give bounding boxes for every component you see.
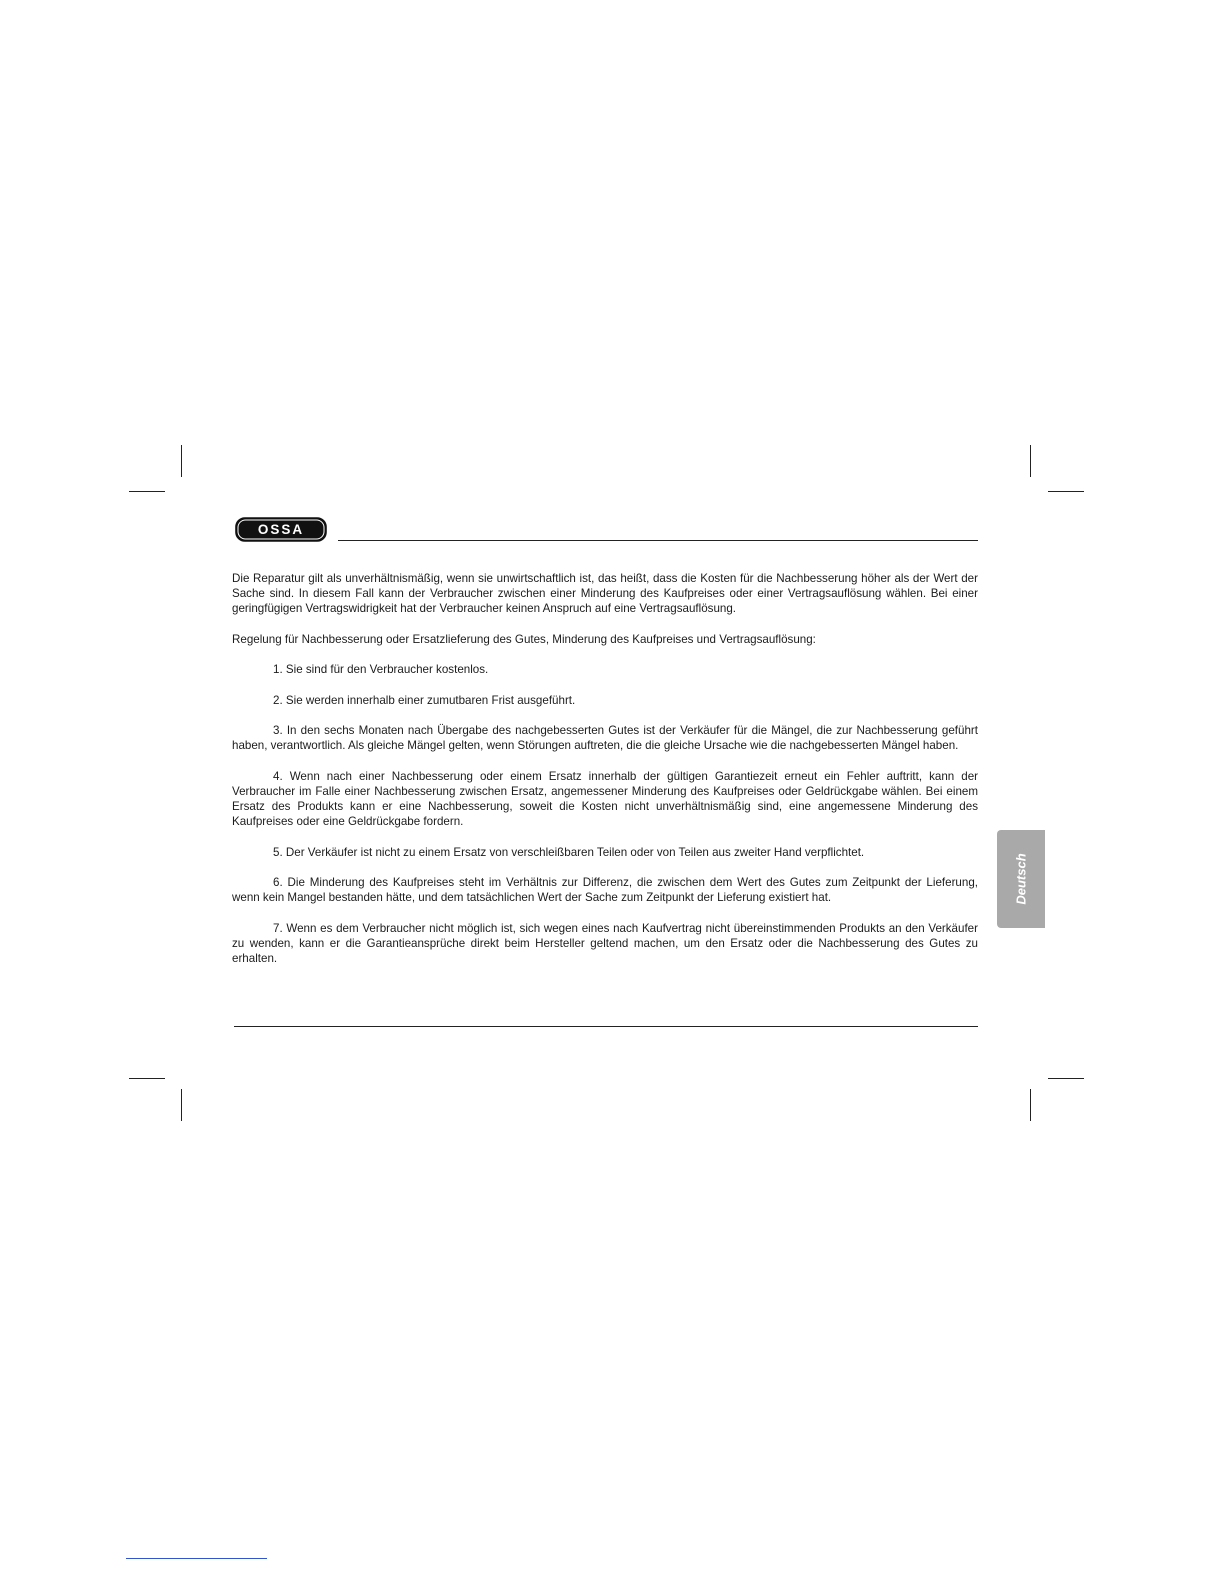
list-item-2: 2. Sie werden innerhalb einer zumutbaren Frist ausgeführt. [273, 693, 576, 707]
language-tab [997, 830, 1045, 928]
list-item-1: 1. Sie sind für den Verbraucher kostenlos. [273, 663, 489, 677]
crop-mark-top-left-vertical [181, 445, 182, 477]
list-item-4: 4. Wenn nach einer Nachbesserung oder einem Ersatz innerhalb der gültigen Garantiezeit erneut ein Fehler auftritt, kann der Verbraucher im Falle einer Nachbesserung zwischen Ersatz, angemessener Minderung des Kaufpreises oder Geldrückgabe wählen. Bei einem Ersatz des Produkts kann er eine Nachbesserung, soweit die Kosten nicht unverhältnismäßig sind, eine angemessene Minderung des Kaufpreises oder eine Geldrückgabe fordern. [232, 769, 978, 829]
crop-mark-top-right-vertical [1030, 445, 1031, 477]
crop-mark-bottom-left-horizontal [129, 1078, 165, 1079]
header-rule [338, 540, 978, 541]
crop-mark-top-right-horizontal [1048, 491, 1084, 492]
language-tab-label: Deutsch [1013, 853, 1029, 905]
logo-text: OSSA [257, 522, 305, 538]
list-item-3: 3. In den sechs Monaten nach Übergabe des nachgebesserten Gutes ist der Verkäufer für die Mängel, die zur Nachbesserung geführt haben, verantwortlich. Als gleiche Mängel gelten, wenn Störungen auftreten, die die gleiche Ursache wie die nachgebesserten Mängel haben. [232, 723, 978, 753]
document-body [232, 571, 978, 981]
ossa-logo [235, 517, 327, 542]
crop-mark-top-left-horizontal [129, 491, 165, 492]
paragraph-regulation-heading: Regelung für Nachbesserung oder Ersatzlieferung des Gutes, Minderung des Kaufpreises und Vertragsauflösung: [232, 632, 816, 646]
list-item-6: 6. Die Minderung des Kaufpreises steht im Verhältnis zur Differenz, die zwischen dem Wert des Gutes zum Zeitpunkt der Lieferung, wenn kein Mangel bestanden hätte, und dem tatsächlichen Wert der Sache zum Zeitpunkt der Lieferung existiert hat. [232, 875, 978, 905]
crop-mark-bottom-left-vertical [181, 1089, 182, 1121]
list-item-7: 7. Wenn es dem Verbraucher nicht möglich ist, sich wegen eines nach Kaufvertrag nicht übereinstimmenden Produkts an den Verkäufer zu wenden, kann er die Garantieansprüche direkt beim Hersteller geltend machen, um den Ersatz oder die Nachbesserung des Gutes zu erhalten. [232, 921, 978, 965]
footer-rule [234, 1026, 978, 1027]
list-item-5: 5. Der Verkäufer ist nicht zu einem Ersatz von verschleißbaren Teilen oder von Teilen aus zweiter Hand verpflichtet. [273, 845, 865, 859]
crop-mark-bottom-right-horizontal [1048, 1078, 1084, 1079]
bottom-underline [126, 1558, 267, 1559]
paragraph-intro: Die Reparatur gilt als unverhältnismäßig, wenn sie unwirtschaftlich ist, das heißt, dass die Kosten für die Nachbesserung höher als der Wert der Sache sind. In diesem Fall kann der Verbraucher zwischen einer Minderung des Kaufpreises oder einer Vertragsauflösung wählen. Bei einer geringfügigen Vertragswidrigkeit hat der Verbraucher keinen Anspruch auf eine Vertragsauflösung. [232, 572, 978, 616]
crop-mark-bottom-right-vertical [1030, 1089, 1031, 1121]
